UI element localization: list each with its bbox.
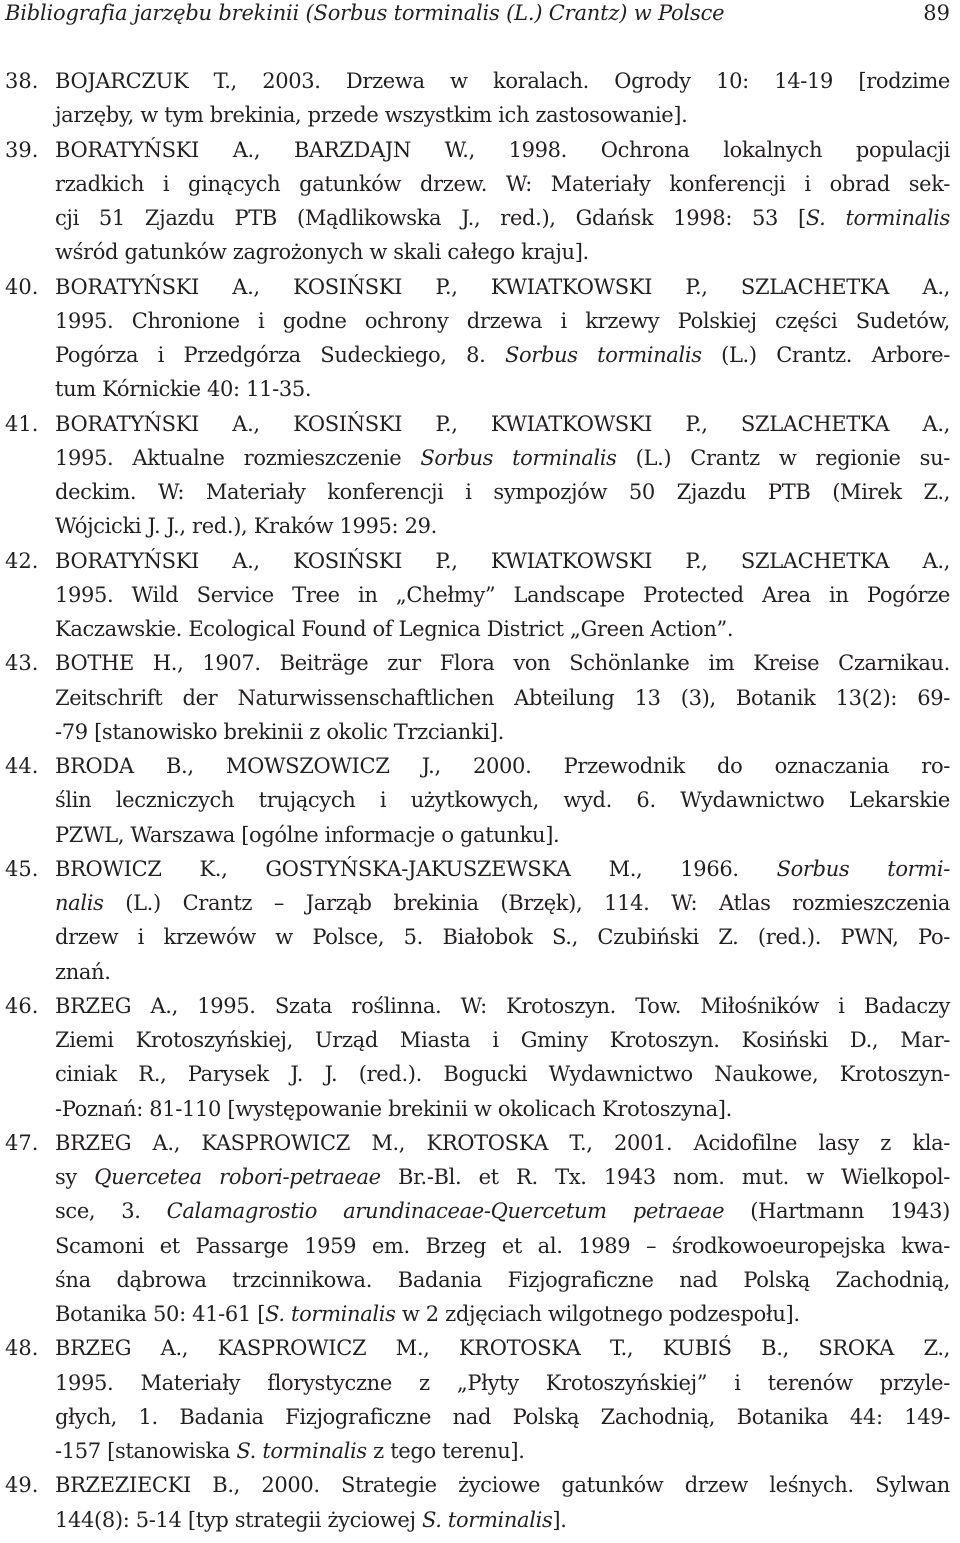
reference-text: Kaczawskie. Ecological Found of Legnica District „Green Action”.	[55, 617, 734, 641]
reference-text: (Hartmann 1943)	[724, 1199, 950, 1224]
reference-text-line	[55, 1331, 950, 1365]
reference-text-line	[55, 270, 950, 304]
reference-text: BOJARCZUK T., 2003. Drzewa w koralach. Ogrody 10: 14-19 [rodzime	[55, 69, 950, 93]
reference-text-line	[55, 1229, 950, 1263]
reference-text: (L.) Crantz – Jarząb brekinia (Brzęk), 114. W: Atlas rozmieszczenia	[103, 891, 950, 915]
reference-entry	[5, 989, 950, 1126]
reference-text-line	[55, 612, 950, 646]
reference-text: jarzęby, w tym brekinia, przede wszystkim ich zastosowanie].	[55, 103, 688, 128]
reference-number: 39.	[5, 137, 39, 162]
reference-text-line	[55, 818, 950, 852]
reference-text-line	[55, 407, 950, 441]
reference-list	[5, 64, 950, 1537]
italic-taxon-text: Quercetea robori-petraeae	[94, 1165, 381, 1189]
reference-text: drzew i krzewów w Polsce, 5. Białobok S., Czubiński Z. (red.). PWN, Po-	[55, 925, 950, 950]
reference-number: 48.	[5, 1336, 39, 1361]
page-number: 89	[923, 1, 950, 25]
reference-text: głych, 1. Badania Fizjograficzne nad Polską Zachodnią, Botanika 44: 149-	[55, 1404, 950, 1429]
italic-taxon-text: S. torminalis	[805, 206, 950, 230]
reference-entry	[5, 407, 950, 544]
reference-text: Wójcicki J. J., red.), Kraków 1995: 29.	[55, 514, 437, 539]
reference-text-line	[55, 1092, 950, 1126]
reference-text-line	[55, 1194, 950, 1228]
reference-text: Botanika 50: 41-61 [	[55, 1302, 266, 1326]
reference-text: Scamoni et Passarge 1959 em. Brzeg et al. 1989 – środkowoeuropejska kwa-	[55, 1233, 950, 1258]
reference-text: w 2 zdjęciach wilgotnego podzespołu].	[395, 1302, 800, 1326]
reference-number: 49.	[5, 1473, 39, 1498]
italic-taxon-text: S. torminalis	[421, 1507, 553, 1532]
reference-number: 40.	[5, 274, 39, 299]
reference-text-line	[55, 955, 950, 989]
reference-text: (L.) Crantz. Arbore-	[701, 343, 950, 367]
reference-number: 42.	[5, 548, 39, 573]
italic-taxon-text: S. torminalis	[236, 1439, 367, 1463]
reference-text: tum Kórnickie 40: 11-35.	[55, 377, 312, 402]
reference-entry	[5, 270, 950, 407]
reference-text-line	[55, 749, 950, 783]
reference-text: 144(8): 5-14 [typ strategii życiowej	[55, 1507, 422, 1532]
reference-entry	[5, 64, 950, 133]
reference-text-line	[55, 1434, 950, 1468]
reference-text: Br.-Bl. et R. Tx. 1943 nom. mut. w Wielkopol-	[380, 1165, 950, 1189]
running-title: Bibliografia jarzębu brekinii (Sorbus torminalis (L.) Crantz) w Polsce	[5, 1, 725, 25]
reference-text-line	[55, 852, 950, 886]
reference-text: ciniak R., Parysek J. J. (red.). Bogucki Wydawnictwo Naukowe, Krotoszyn-	[55, 1062, 950, 1087]
reference-text: (L.) Crantz w regionie su-	[616, 445, 950, 470]
running-header	[5, 0, 950, 28]
reference-text-line	[55, 1366, 950, 1400]
reference-text-line	[55, 989, 950, 1023]
reference-text: -157 [stanowiska	[55, 1439, 237, 1463]
reference-number: 44.	[5, 754, 39, 778]
reference-text: BORATYŃSKI A., KOSIŃSKI P., KWIATKOWSKI P., SZLACHETKA A.,	[55, 274, 950, 299]
reference-text: BRZEZIECKI B., 2000. Strategie życiowe gatunków drzew leśnych. Sylwan	[55, 1473, 950, 1498]
reference-text-line	[55, 544, 950, 578]
reference-text-line	[55, 372, 950, 406]
reference-text-line	[55, 920, 950, 954]
reference-number: 46.	[5, 993, 39, 1018]
reference-text: BORATYŃSKI A., BARZDAJN W., 1998. Ochrona lokalnych populacji	[55, 137, 950, 162]
reference-text: BROWICZ K., GOSTYŃSKA-JAKUSZEWSKA M., 1966.	[55, 856, 777, 881]
reference-text-line	[55, 304, 950, 338]
reference-entry	[5, 1331, 950, 1468]
reference-text-line	[55, 133, 950, 167]
italic-taxon-text: Sorbus torminalis	[504, 343, 702, 367]
reference-text: BRZEG A., 1995. Szata roślinna. W: Krotoszyn. Tow. Miłośników i Badaczy	[55, 993, 950, 1018]
reference-text: 1995. Wild Service Tree in „Chełmy” Landscape Protected Area in Pogórze	[55, 582, 950, 607]
italic-taxon-text: Sorbus torminalis	[420, 445, 617, 470]
reference-number: 47.	[5, 1130, 39, 1155]
reference-entry	[5, 852, 950, 989]
reference-text: ślin leczniczych trujących i użytkowych, wyd. 6. Wydawnictwo Lekarskie	[55, 788, 950, 813]
reference-text-line	[55, 64, 950, 98]
reference-text-line	[55, 715, 950, 749]
reference-text-line	[55, 681, 950, 715]
reference-text: -79 [stanowisko brekinii z okolic Trzcianki].	[55, 719, 504, 744]
reference-text: BORATYŃSKI A., KOSIŃSKI P., KWIATKOWSKI P., SZLACHETKA A.,	[55, 548, 950, 573]
reference-text-line	[55, 1400, 950, 1434]
reference-text-line	[55, 783, 950, 817]
reference-text: z tego terenu].	[366, 1439, 525, 1463]
reference-text: cji 51 Zjazdu PTB (Mądlikowska J., red.), Gdańsk 1998: 53 [	[55, 206, 806, 230]
reference-text-line	[55, 338, 950, 372]
reference-text: Ziemi Krotoszyńskiej, Urząd Miasta i Gminy Krotoszyn. Kosiński D., Mar-	[55, 1028, 950, 1052]
reference-text-line	[55, 441, 950, 475]
reference-text: BORATYŃSKI A., KOSIŃSKI P., KWIATKOWSKI P., SZLACHETKA A.,	[55, 411, 950, 436]
reference-text: PZWL, Warszawa [ogólne informacje o gatunku].	[55, 822, 560, 847]
reference-text-line	[55, 1503, 950, 1537]
reference-text: 1995. Materiały florystyczne z „Płyty Krotoszyńskiej” i terenów przyle-	[55, 1370, 950, 1395]
reference-text: -Poznań: 81-110 [występowanie brekinii w okolicach Krotoszyna].	[55, 1096, 732, 1121]
reference-text-line	[55, 1057, 950, 1091]
reference-number: 38.	[5, 69, 39, 93]
reference-text: wśród gatunków zagrożonych w skali całego kraju].	[55, 240, 589, 265]
reference-text: Zeitschrift der Naturwissenschaftlichen Abteilung 13 (3), Botanik 13(2): 69-	[55, 685, 950, 710]
reference-text-line	[55, 509, 950, 543]
reference-text-line	[55, 98, 950, 132]
reference-entry	[5, 133, 950, 270]
reference-entry	[5, 544, 950, 647]
reference-entry	[5, 646, 950, 749]
reference-text: BRZEG A., KASPROWICZ M., KROTOSKA T., 2001. Acidofilne lasy z kla-	[55, 1130, 950, 1155]
reference-text-line	[55, 1160, 950, 1194]
reference-text: sce, 3.	[55, 1199, 167, 1224]
reference-entry	[5, 1468, 950, 1537]
reference-text-line	[55, 886, 950, 920]
italic-taxon-text: S. torminalis	[265, 1302, 396, 1326]
reference-text: BRZEG A., KASPROWICZ M., KROTOSKA T., KUBIŚ B., SROKA Z.,	[55, 1336, 950, 1361]
reference-text: 1995. Aktualne rozmieszczenie	[55, 445, 421, 470]
reference-text-line	[55, 1023, 950, 1057]
reference-text: ].	[552, 1507, 567, 1532]
reference-entry	[5, 1126, 950, 1332]
reference-text: rzadkich i ginących gatunków drzew. W: Materiały konferencji i obrad sek-	[55, 171, 950, 196]
reference-text: Pogórza i Przedgórza Sudeckiego, 8.	[55, 343, 505, 367]
italic-taxon-text: Calamagrostio arundinaceae-Quercetum petraeae	[166, 1199, 725, 1224]
reference-entry	[5, 749, 950, 852]
reference-text: sy	[55, 1165, 95, 1189]
reference-text-line	[55, 646, 950, 680]
reference-text-line	[55, 1468, 950, 1502]
reference-number: 45.	[5, 856, 39, 881]
reference-text-line	[55, 1126, 950, 1160]
reference-text: BRODA B., MOWSZOWICZ J., 2000. Przewodnik do oznaczania ro-	[55, 754, 950, 778]
reference-text-line	[55, 578, 950, 612]
italic-taxon-text: nalis	[55, 891, 104, 915]
reference-text-line	[55, 201, 950, 235]
reference-text: znań.	[55, 959, 111, 984]
italic-taxon-text: Sorbus tormi-	[776, 856, 950, 881]
reference-text: 1995. Chronione i godne ochrony drzewa i krzewy Polskiej części Sudetów,	[55, 308, 950, 333]
reference-text-line	[55, 235, 950, 269]
reference-text: śna dąbrowa trzcinnikowa. Badania Fizjograficzne nad Polską Zachodnią,	[55, 1267, 950, 1292]
reference-text: deckim. W: Materiały konferencji i sympozjów 50 Zjazdu PTB (Mirek Z.,	[55, 480, 950, 504]
reference-text-line	[55, 1297, 950, 1331]
reference-text-line	[55, 1263, 950, 1297]
reference-number: 43.	[5, 651, 39, 676]
reference-number: 41.	[5, 411, 39, 436]
reference-text: BOTHE H., 1907. Beiträge zur Flora von Schönlanke im Kreise Czarnikau.	[55, 651, 950, 676]
reference-text-line	[55, 167, 950, 201]
reference-text-line	[55, 475, 950, 509]
